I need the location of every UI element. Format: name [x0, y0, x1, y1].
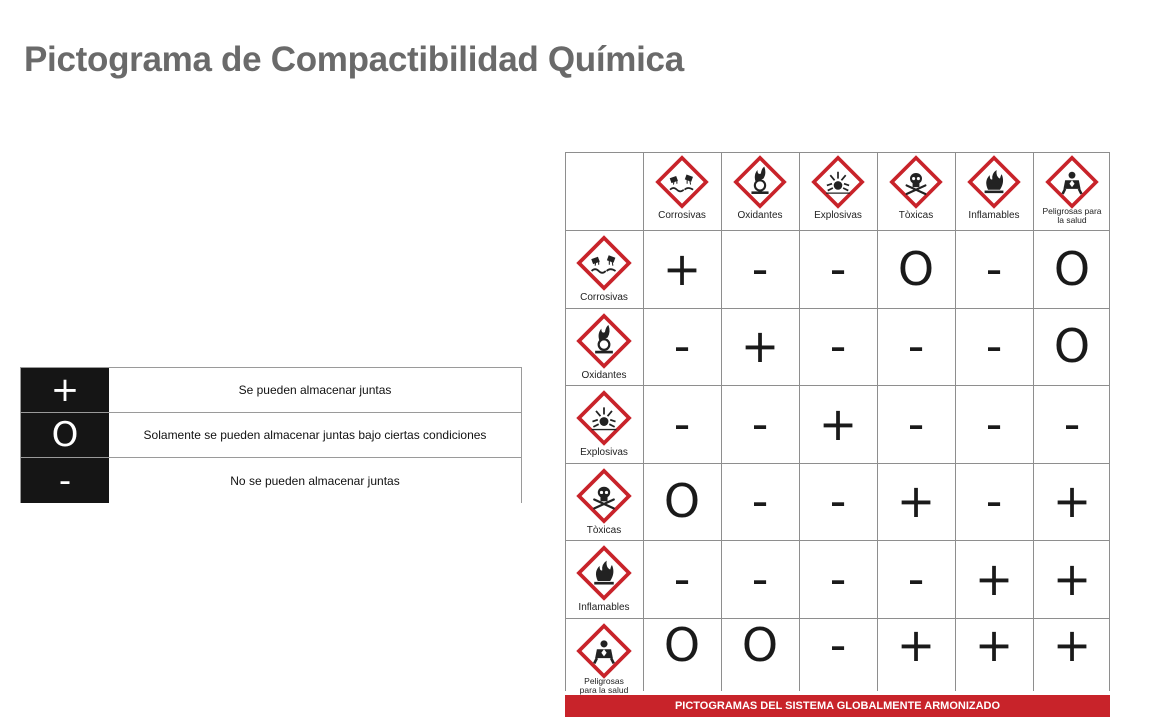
- compatibility-cell: -: [829, 241, 847, 296]
- compatibility-cell: +: [896, 474, 936, 529]
- column-header-label: Oxidantes: [737, 210, 783, 221]
- legend-row: [21, 413, 521, 458]
- compatibility-cell: +: [818, 396, 858, 451]
- compatibility-cell: -: [829, 551, 847, 606]
- compatibility-matrix: [565, 152, 1110, 717]
- matrix-footer-banner: PICTOGRAMAS DEL SISTEMA GLOBALMENTE ARMONIZADO: [565, 695, 1110, 717]
- row-header-label: Oxidantes: [581, 369, 627, 381]
- compatibility-cell: -: [985, 241, 1003, 296]
- legend-symbol: +: [21, 368, 109, 412]
- compatibility-cell: -: [673, 396, 691, 451]
- compatibility-cell: O: [741, 618, 779, 673]
- compatibility-cell: -: [907, 551, 925, 606]
- compatibility-cell: -: [907, 396, 925, 451]
- row-header: [565, 540, 643, 618]
- compatibility-cell: -: [985, 474, 1003, 529]
- row-header-label: Corrosivas: [580, 292, 628, 303]
- row-header: [565, 385, 643, 463]
- column-header: [721, 152, 799, 228]
- legend-description: No se pueden almacenar juntas: [230, 473, 400, 488]
- legend-description: Se pueden almacenar juntas: [238, 383, 392, 397]
- explosive-icon: [576, 390, 632, 446]
- health-hazard-icon: [1045, 155, 1099, 209]
- oxidizer-icon: [576, 313, 632, 369]
- page-title: Pictograma de Compactibilidad Química: [24, 40, 684, 79]
- compatibility-cell: -: [751, 551, 769, 606]
- skull-crossbones-icon: [889, 155, 943, 209]
- compatibility-cell: O: [1053, 319, 1091, 374]
- row-header: [565, 308, 643, 386]
- flame-icon: [576, 545, 632, 601]
- compatibility-cell: -: [751, 396, 769, 451]
- compatibility-cell: +: [1052, 618, 1092, 673]
- explosive-icon: [811, 155, 865, 209]
- row-header: [565, 618, 643, 696]
- compatibility-cell: -: [985, 396, 1003, 451]
- compatibility-cell: O: [1053, 241, 1091, 296]
- compatibility-cell: -: [751, 241, 769, 296]
- compatibility-cell: -: [829, 618, 847, 673]
- compatibility-cell: O: [663, 618, 701, 673]
- compatibility-cell: O: [897, 241, 935, 296]
- column-header-label: Inflamables: [968, 210, 1020, 221]
- column-header-label: Peligrosas para la salud: [1042, 206, 1102, 225]
- skull-crossbones-icon: [576, 468, 632, 524]
- column-header: [643, 152, 721, 228]
- column-header: [1033, 152, 1111, 228]
- row-header-label: Peligrosas para la salud: [579, 675, 629, 695]
- corrosive-icon: [576, 235, 632, 291]
- column-header-label: Explosivas: [814, 210, 862, 221]
- compatibility-cell: +: [974, 551, 1014, 606]
- compatibility-cell: -: [907, 319, 925, 374]
- compatibility-cell: +: [896, 618, 936, 673]
- row-header-label: Tòxicas: [586, 524, 622, 536]
- compatibility-cell: +: [740, 319, 780, 374]
- row-header: [565, 230, 643, 308]
- corrosive-icon: [655, 155, 709, 209]
- compatibility-cell: -: [829, 319, 847, 374]
- legend-row: [21, 368, 521, 413]
- column-header-label: Tòxicas: [898, 210, 934, 221]
- compatibility-cell: -: [673, 551, 691, 606]
- legend-row: [21, 458, 521, 503]
- column-header-label: Corrosivas: [658, 210, 706, 221]
- compatibility-cell: +: [1052, 551, 1092, 606]
- compatibility-cell: -: [829, 474, 847, 529]
- row-header-label: Inflamables: [578, 602, 630, 613]
- row-header-label: Explosivas: [580, 447, 628, 458]
- compatibility-cell: -: [985, 319, 1003, 374]
- compatibility-cell: +: [1052, 474, 1092, 529]
- compatibility-cell: +: [974, 618, 1014, 673]
- column-header: [877, 152, 955, 228]
- legend-symbol: -: [21, 458, 109, 503]
- flame-icon: [967, 155, 1021, 209]
- legend-description: Solamente se pueden almacenar juntas bajo ciertas condiciones: [143, 428, 487, 442]
- oxidizer-icon: [733, 155, 787, 209]
- compatibility-cell: -: [673, 319, 691, 374]
- legend-symbol: O: [21, 413, 109, 457]
- compatibility-cell: +: [662, 241, 702, 296]
- column-header: [955, 152, 1033, 228]
- column-header: [799, 152, 877, 228]
- health-hazard-icon: [576, 623, 632, 679]
- compatibility-cell: -: [1063, 396, 1081, 451]
- compatibility-cell: -: [751, 474, 769, 529]
- compatibility-cell: O: [663, 474, 701, 529]
- row-header: [565, 463, 643, 541]
- legend: [20, 367, 522, 503]
